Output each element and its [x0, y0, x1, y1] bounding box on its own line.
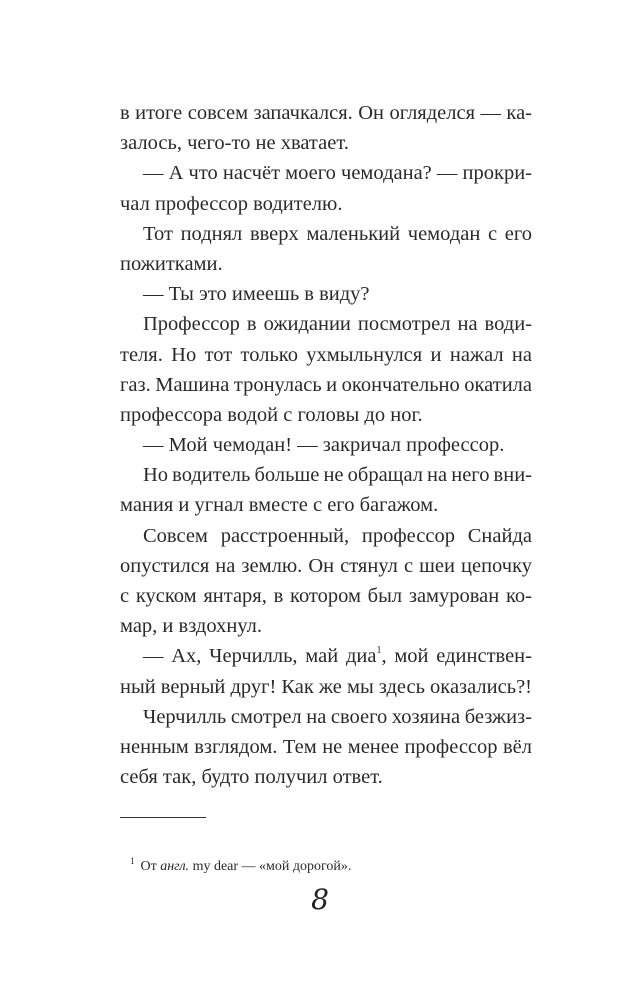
text-fragment: , мой единствен-: [381, 645, 532, 668]
text-line-content: себя так, будто получил ответ.: [120, 766, 383, 789]
text-line-content: — А что насчёт моего чемодана? — прокри-: [143, 162, 532, 185]
text-line: [120, 490, 532, 520]
text-line: [120, 762, 532, 792]
text-line: [120, 370, 532, 400]
text-line-content: с куском янтаря, в котором был замурован ко-: [120, 585, 532, 607]
text-line-content: чал профессор водителю.: [120, 192, 343, 215]
text-line-content: [143, 641, 532, 671]
text-line-content: Черчилль смотрел на своего хозяина безжиз-: [143, 705, 532, 728]
text-line: [120, 189, 532, 219]
text-line-content: Профессор в ожидании посмотрел на води-: [143, 313, 532, 336]
text-line-content: Тот поднял вверх маленький чемодан с его: [143, 222, 532, 245]
text-line: [120, 249, 532, 279]
text-line-content: в итоге совсем запачкался. Он огляделся — ка-: [120, 102, 532, 124]
text-line: [120, 672, 532, 702]
text-line-content: Но водитель больше не обращал на него вни-: [143, 464, 532, 487]
text-line-content: газ. Машина тронулась и окончательно окатила: [120, 373, 532, 396]
footnote-ref[interactable]: 1: [376, 645, 382, 657]
text-line-content: ненным взглядом. Тем не менее профессор вёл: [120, 735, 532, 758]
body-text: [120, 98, 532, 792]
page-number: 8: [311, 883, 329, 916]
footnote-divider: [120, 817, 206, 818]
text-line: [120, 611, 532, 641]
text-line: [120, 98, 532, 128]
text-line: [120, 460, 532, 490]
text-line-content: опустился на землю. Он стянул с шеи цепочку: [120, 554, 532, 577]
text-line: [120, 309, 532, 339]
footnote: [130, 856, 351, 875]
text-line-content: мар, и вздохнул.: [120, 615, 263, 638]
text-line-content: залось, чего-то не хватает.: [120, 132, 349, 155]
text-line: [120, 581, 532, 611]
text-line: [120, 158, 532, 188]
text-line-content: профессора водой с головы до ног.: [120, 403, 423, 426]
text-line: [120, 732, 532, 762]
text-line: [120, 702, 532, 732]
text-line: [120, 340, 532, 370]
text-line: [120, 400, 532, 430]
text-line-content: пожитками.: [120, 252, 223, 275]
footnote-prefix: От: [140, 859, 161, 874]
text-line-content: мания и угнал вместе с его багажом.: [120, 494, 439, 517]
footnote-abbrev: англ.: [160, 859, 190, 874]
text-line: [120, 551, 532, 581]
text-line-content: — Ты это имеешь в виду?: [143, 283, 370, 306]
text-line-content: Совсем расстроенный, профессор Снайда: [143, 524, 532, 547]
text-line: [120, 430, 532, 460]
text-line: [120, 128, 532, 158]
text-line: [120, 521, 532, 551]
text-line-content: теля. Но тот только ухмыльнулся и нажал на: [120, 343, 532, 366]
text-line: [120, 279, 532, 309]
text-line-content: ный верный друг! Как же мы здесь оказались?!: [120, 675, 532, 698]
text-fragment: — Ах, Черчилль, май диа: [143, 645, 377, 668]
footnote-number: 1: [130, 856, 135, 866]
text-line-content: — Мой чемодан! — закричал профессор.: [143, 434, 505, 457]
text-line: [120, 641, 532, 671]
footnote-text: my dear — «мой дорогой».: [189, 859, 352, 874]
text-line: [120, 219, 532, 249]
